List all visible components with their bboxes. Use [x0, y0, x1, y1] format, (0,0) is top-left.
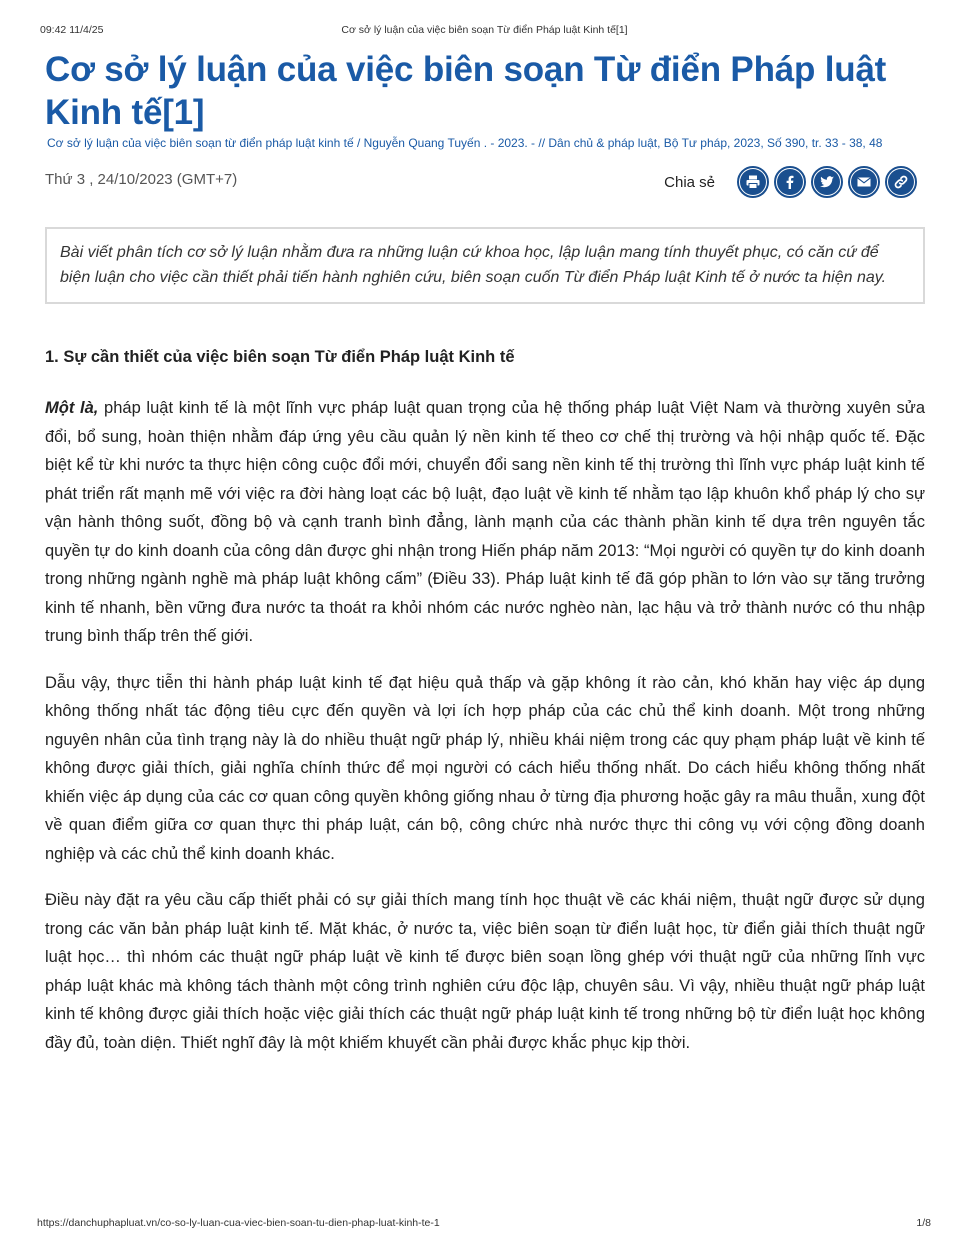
page-number: 1/8 [916, 1217, 931, 1229]
print-datetime: 09:42 11/4/25 [40, 24, 104, 36]
article-body [45, 394, 925, 1075]
article-date: Thứ 3 , 24/10/2023 (GMT+7) [45, 171, 238, 188]
share-email-button[interactable] [848, 166, 880, 198]
body-paragraph: Điều này đặt ra yêu cầu cấp thiết phải có sự giải thích mang tính học thuật về các khái niệm, thuật ngữ được sử dụng trong các văn bản pháp luật kinh tế. Mặt khác, ở nước ta, việc biên soạn từ điển luật học, từ điển giải thích thuật ngữ luật học… thì nhóm các thuật ngữ pháp luật về kinh tế được biên soạn lồng ghép với thuật ngữ của những lĩnh vực pháp luật khác mà không tách thành một công trình nghiên cứu độc lập, chuyên sâu. Vì vậy, nhiều thuật ngữ pháp luật kinh tế không được giải thích hoặc việc giải thích các thuật ngữ pháp luật kinh tế trong những bộ từ điển luật học không đầy đủ, toàn diện. Thiết nghĩ đây là một khiếm khuyết cần phải được khắc phục kịp thời. [45, 891, 925, 1052]
email-icon [856, 174, 872, 190]
article-meta [45, 166, 925, 202]
section-heading: 1. Sự cần thiết của việc biên soạn Từ điển Pháp luật Kinh tế [45, 348, 515, 366]
share-bar [664, 166, 917, 198]
twitter-icon [819, 174, 835, 190]
share-facebook-button[interactable] [774, 166, 806, 198]
print-doc-title: Cơ sở lý luận của việc biên soạn Từ điển Pháp luật Kinh tế[1] [341, 24, 628, 36]
article-title: Cơ sở lý luận của việc biên soạn Từ điển Pháp luật Kinh tế[1] [45, 50, 887, 132]
body-paragraph [45, 394, 925, 651]
body-paragraph: Dẫu vậy, thực tiễn thi hành pháp luật kinh tế đạt hiệu quả thấp và gặp không ít rào cản, khó khăn hay việc áp dụng không thống nhất tác động tiêu cực đến quyền và lợi ích hợp pháp của các chủ thể kinh doanh. Một trong những nguyên nhân của tình trạng này là do nhiều thuật ngữ pháp lý, nhiều khái niệm trong các quy phạm pháp luật về kinh tế không được giải thích, giải nghĩa chính thức để mọi người có cách hiểu thống nhất. Do cách hiểu không thống nhất khiến việc áp dụng của các cơ quan công quyền không giống nhau ở từng địa phương hoặc gây ra mâu thuẫn, xung đột về quan điểm giữa cơ quan thực thi pháp luật, cán bộ, công chức nhà nước thực thi công vụ với cộng đồng doanh nghiệp và các chủ thể kinh doanh khác. [45, 673, 925, 863]
print-icon [745, 174, 761, 190]
paragraph-text: pháp luật kinh tế là một lĩnh vực pháp luật quan trọng của hệ thống pháp luật Việt Nam và thường xuyên sửa đổi, bổ sung, hoàn thiện nhằm đáp ứng yêu cầu quản lý nền kinh tế theo cơ chế thị trường và hội nhập quốc tế. Đặc biệt kể từ khi nước ta thực hiện công cuộc đổi mới, chuyển đổi sang nền kinh tế thị trường thì lĩnh vực pháp luật kinh tế phát triển rất mạnh mẽ với việc ra đời hàng loạt các bộ luật, đạo luật về kinh tế nhằm tạo lập khuôn khổ pháp lý cho sự vận hành thông suốt, đồng bộ và cạnh tranh bình đẳng, lành mạnh của các thành phần kinh tế dựa trên nguyên tắc quyền tự do kinh doanh của công dân được ghi nhận trong Hiến pháp năm 2013: “Mọi người có quyền tự do kinh doanh trong những ngành nghề mà pháp luật không cấm” (Điều 33). Pháp luật kinh tế đã góp phần to lớn vào sự tăng trưởng kinh tế nhanh, bền vững đưa nước ta thoát ra khỏi nhóm các nước nghèo nàn, lạc hậu và trở thành nước có thu nhập trung bình thấp trên thế giới. [45, 399, 925, 645]
share-link-button[interactable] [885, 166, 917, 198]
share-twitter-button[interactable] [811, 166, 843, 198]
article-citation[interactable]: Cơ sở lý luận của việc biên soạn từ điển pháp luật kinh tế / Nguyễn Quang Tuyến . - 2023. - // Dân chủ & pháp luật, Bộ Tư pháp, 2023, Số 390, tr. 33 - 38, 48 [47, 136, 883, 150]
share-label: Chia sẻ [664, 173, 715, 191]
print-url: https://danchuphapluat.vn/co-so-ly-luan-cua-viec-bien-soan-tu-dien-phap-luat-kinh-te-1 [37, 1217, 440, 1229]
facebook-icon [782, 174, 798, 190]
link-icon [893, 174, 909, 190]
print-footer [37, 1217, 931, 1231]
paragraph-lead: Một là, [45, 399, 99, 417]
print-header [40, 24, 929, 38]
article-summary: Bài viết phân tích cơ sở lý luận nhằm đưa ra những luận cứ khoa học, lập luận mang tính thuyết phục, có căn cứ để biện luận cho việc cần thiết phải tiến hành nghiên cứu, biên soạn cuốn Từ điển Pháp luật Kinh tế ở nước ta hiện nay. [45, 227, 925, 304]
share-print-button[interactable] [737, 166, 769, 198]
